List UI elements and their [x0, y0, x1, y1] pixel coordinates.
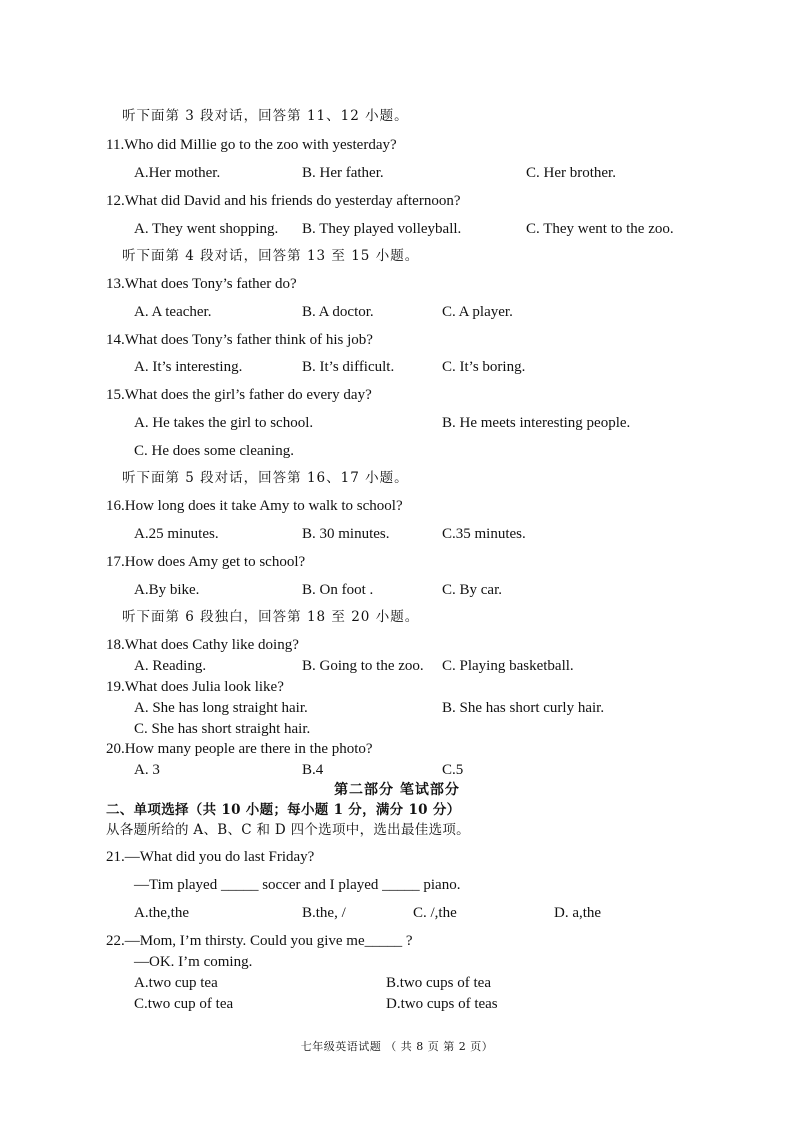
- question-19: 19.What does Julia look like?: [106, 679, 284, 695]
- listening-instruction-4: 听下面第 4 段对话，回答第 13 至 15 小题。: [122, 248, 420, 264]
- q12-option-c: C. They went to the zoo.: [526, 221, 674, 237]
- q13-option-a: A. A teacher.: [134, 304, 212, 320]
- q16-option-c: C.35 minutes.: [442, 526, 526, 542]
- q21-option-a: A.the,the: [134, 905, 189, 921]
- q14-option-c: C. It’s boring.: [442, 359, 526, 375]
- q11-option-c: C. Her brother.: [526, 165, 616, 181]
- question-16: 16.How long does it take Amy to walk to school?: [106, 498, 403, 514]
- q19-option-a: A. She has long straight hair.: [134, 700, 308, 716]
- q13-option-b: B. A doctor.: [302, 304, 374, 320]
- q15-option-c: C. He does some cleaning.: [134, 443, 294, 459]
- question-17: 17.How does Amy get to school?: [106, 554, 306, 570]
- q16-option-b: B. 30 minutes.: [302, 526, 390, 542]
- q13-option-c: C. A player.: [442, 304, 513, 320]
- question-20: 20.How many people are there in the photo?: [106, 741, 373, 757]
- part-two-title: 第二部分 笔试部分: [334, 782, 460, 798]
- q15-option-b: B. He meets interesting people.: [442, 415, 631, 431]
- question-21: 21.—What did you do last Friday?: [106, 849, 315, 865]
- q21-option-d: D. a,the: [554, 905, 602, 921]
- q22-option-d: D.two cups of teas: [386, 996, 498, 1012]
- q18-option-c: C. Playing basketball.: [442, 658, 574, 674]
- question-14: 14.What does Tony’s father think of his job?: [106, 332, 373, 348]
- question-13: 13.What does Tony’s father do?: [106, 276, 297, 292]
- q11-option-a: A.Her mother.: [134, 165, 221, 181]
- q17-option-a: A.By bike.: [134, 582, 200, 598]
- listening-instruction-6: 听下面第 6 段独白，回答第 18 至 20 小题。: [122, 609, 420, 625]
- listening-instruction-3: 听下面第 3 段对话，回答第 11、12 小题。: [122, 108, 409, 124]
- question-12: 12.What did David and his friends do yesterday afternoon?: [106, 193, 461, 209]
- q22-option-a: A.two cup tea: [134, 975, 218, 991]
- question-21-dialogue: —Tim played _____ soccer and I played _____ piano.: [134, 877, 461, 893]
- q21-option-c: C. /,the: [413, 905, 457, 921]
- question-15: 15.What does the girl’s father do every day?: [106, 387, 372, 403]
- q18-option-a: A. Reading.: [134, 658, 207, 674]
- question-18: 18.What does Cathy like doing?: [106, 637, 299, 653]
- page-footer: 七年级英语试题 （ 共 8 页 第 2 页）: [300, 1040, 494, 1053]
- q11-option-b: B. Her father.: [302, 165, 384, 181]
- q19-option-c: C. She has short straight hair.: [134, 721, 311, 737]
- q16-option-a: A.25 minutes.: [134, 526, 219, 542]
- question-11: 11.Who did Millie go to the zoo with yesterday?: [106, 137, 397, 153]
- q18-option-b: B. Going to the zoo.: [302, 658, 424, 674]
- listening-instruction-5: 听下面第 5 段对话，回答第 16、17 小题。: [122, 470, 409, 486]
- q17-option-b: B. On foot .: [302, 582, 374, 598]
- q20-option-b: B.4: [302, 762, 324, 778]
- q21-option-b: B.the, /: [302, 905, 346, 921]
- section-two-title: 二、单项选择（共 10 小题；每小题 1 分，满分 10 分）: [106, 802, 461, 818]
- q17-option-c: C. By car.: [442, 582, 502, 598]
- q12-option-a: A. They went shopping.: [134, 221, 279, 237]
- q22-option-b: B.two cups of tea: [386, 975, 491, 991]
- q20-option-a: A. 3: [134, 762, 160, 778]
- question-22: 22.—Mom, I’m thirsty. Could you give me_____ ?: [106, 933, 413, 949]
- q20-option-c: C.5: [442, 762, 464, 778]
- section-two-instruction: 从各题所给的 A、B、C 和 D 四个选项中，选出最佳选项。: [106, 822, 470, 838]
- question-22-dialogue: —OK. I’m coming.: [134, 954, 253, 970]
- q15-option-a: A. He takes the girl to school.: [134, 415, 314, 431]
- q12-option-b: B. They played volleyball.: [302, 221, 462, 237]
- q22-option-c: C.two cup of tea: [134, 996, 234, 1012]
- q14-option-b: B. It’s difficult.: [302, 359, 395, 375]
- q19-option-b: B. She has short curly hair.: [442, 700, 605, 716]
- q14-option-a: A. It’s interesting.: [134, 359, 243, 375]
